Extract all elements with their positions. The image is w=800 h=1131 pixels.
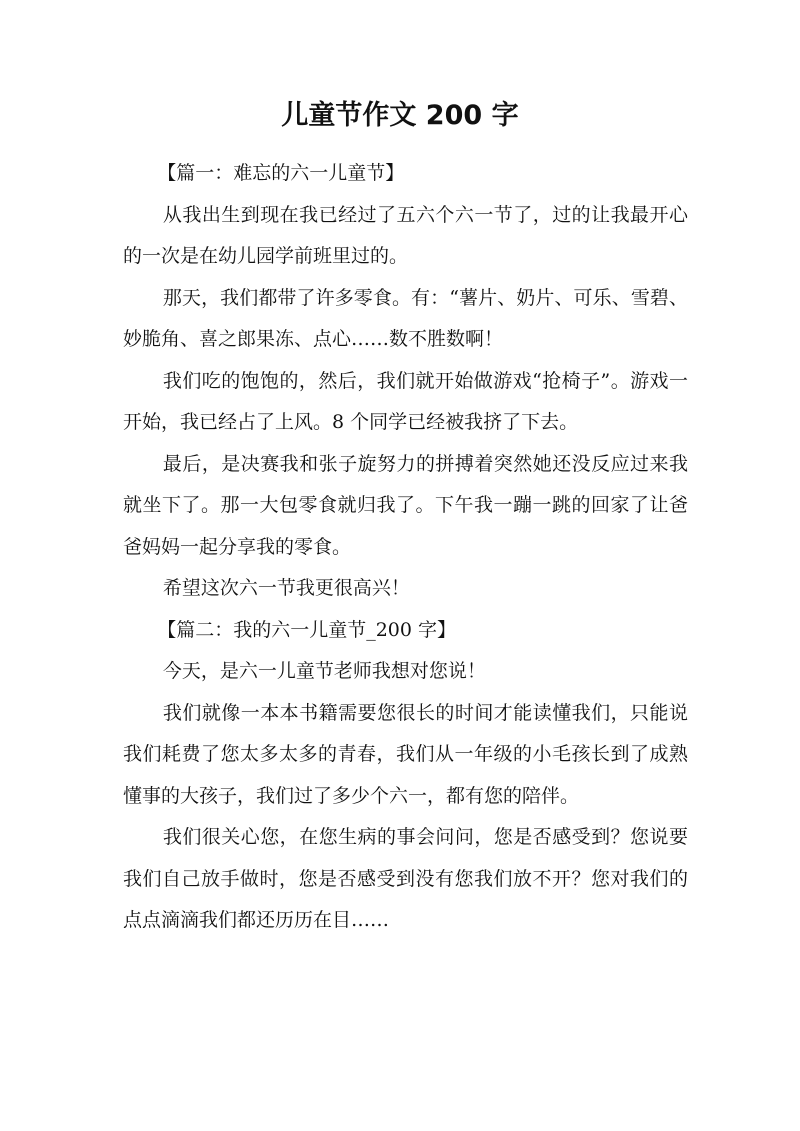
paragraph: 我们吃的饱饱的，然后，我们就开始做游戏“抢椅子”。游戏一开始，我已经占了上风。8 个同学已经被我挤了下去。 [123,369,688,433]
document-title: 儿童节作文 200 字 [281,100,519,131]
document-body [123,153,688,942]
paragraph: 我们就像一本本书籍需要您很长的时间才能读懂我们，只能说我们耗费了您太多太多的青春，我们从一年级的小毛孩长到了成熟懂事的大孩子，我们过了多少个六一，都有您的陪伴。 [123,701,688,807]
section-heading-1: 【篇一：难忘的六一儿童节】 [157,162,405,184]
paragraph: 那天，我们都带了许多零食。有：“薯片、奶片、可乐、雪碧、妙脆角、喜之郎果冻、点心……数不胜数啊！ [123,286,688,350]
paragraph: 我们很关心您，在您生病的事会问问，您是否感受到？您说要我们自己放手做时，您是否感受到没有您我们放不开？您对我们的点点滴滴我们都还历历在目…… [123,826,688,931]
section-heading-2: 【篇二：我的六一儿童节_200 字】 [157,618,456,641]
paragraph: 希望这次六一节我更很高兴！ [162,577,410,599]
paragraph: 最后，是决赛我和张子旋努力的拼搏着突然她还没反应过来我就坐下了。那一大包零食就归我了。下午我一蹦一跳的回家了让爸爸妈妈一起分享我的零食。 [123,452,688,558]
paragraph: 今天，是六一儿童节老师我想对您说！ [162,660,486,682]
paragraph: 从我出生到现在我已经过了五六个六一节了，过的让我最开心的一次是在幼儿园学前班里过的。 [123,203,688,267]
